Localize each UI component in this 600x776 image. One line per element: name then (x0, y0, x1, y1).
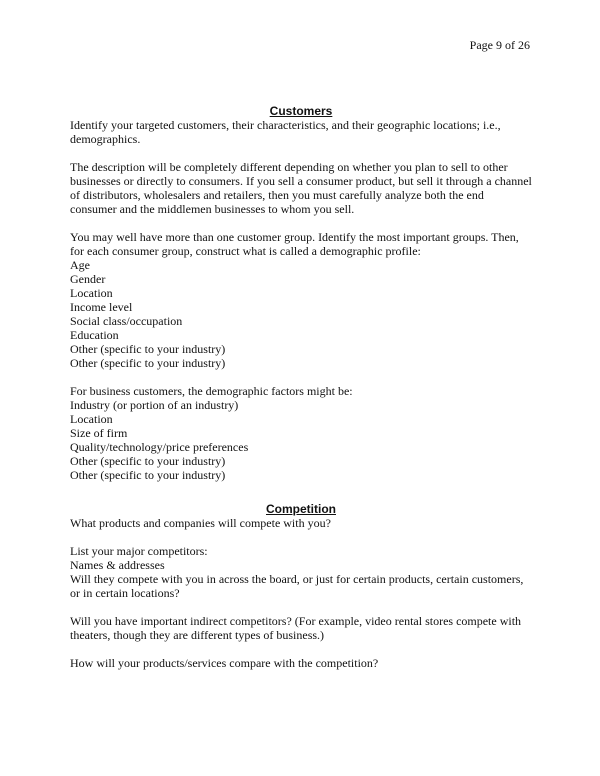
page-number: Page 9 of 26 (469, 38, 530, 52)
list-item: Industry (or portion of an industry) (70, 398, 239, 412)
list-item: Other (specific to your industry) (70, 356, 226, 370)
customer-groups-intro: You may well have more than one customer group. Identify the most important groups. Then, for each consumer group, construct what is called a demographic profile: (70, 230, 519, 258)
list-item: Other (specific to your industry) (70, 342, 226, 356)
list-item: Other (specific to your industry) (70, 468, 226, 482)
competitors-list-intro: List your major competitors: (70, 544, 208, 558)
business-customers-intro: For business customers, the demographic factors might be: (70, 384, 353, 398)
customers-heading: Customers (269, 104, 333, 118)
list-item: Size of firm (70, 426, 128, 440)
competition-intro: What products and companies will compete with you? (70, 516, 331, 530)
list-item: Social class/occupation (70, 314, 183, 328)
indirect-competitors-question: Will you have important indirect competitors? (For example, video rental stores compete with theaters, though they are different types of business.) (70, 614, 522, 642)
business-profile-list (70, 398, 532, 482)
list-item: Location (70, 286, 113, 300)
list-item: Income level (70, 300, 133, 314)
list-item: Age (70, 258, 90, 272)
list-item: Quality/technology/price preferences (70, 440, 249, 454)
competition-scope-question: Will they compete with you in across the board, or just for certain products, certain customers, or in certain locations? (70, 572, 524, 600)
customers-description: The description will be completely different depending on whether you plan to sell to other businesses or directly to consumers. If you sell a consumer product, but sell it through a channel of distributors, wholesalers and retailers, then you must carefully analyze both the end consumer and the middlemen businesses to whom you sell. (70, 160, 532, 216)
list-item: Other (specific to your industry) (70, 454, 226, 468)
consumer-profile-list (70, 258, 532, 370)
comparison-question: How will your products/services compare with the competition? (70, 656, 379, 670)
list-item: Education (70, 328, 119, 342)
competitor-names: Names & addresses (70, 558, 165, 572)
competition-heading: Competition (266, 502, 336, 516)
customers-intro: Identify your targeted customers, their characteristics, and their geographic locations; i.e., demographics. (70, 118, 501, 146)
page-content (70, 104, 532, 670)
list-item: Gender (70, 272, 106, 286)
list-item: Location (70, 412, 113, 426)
